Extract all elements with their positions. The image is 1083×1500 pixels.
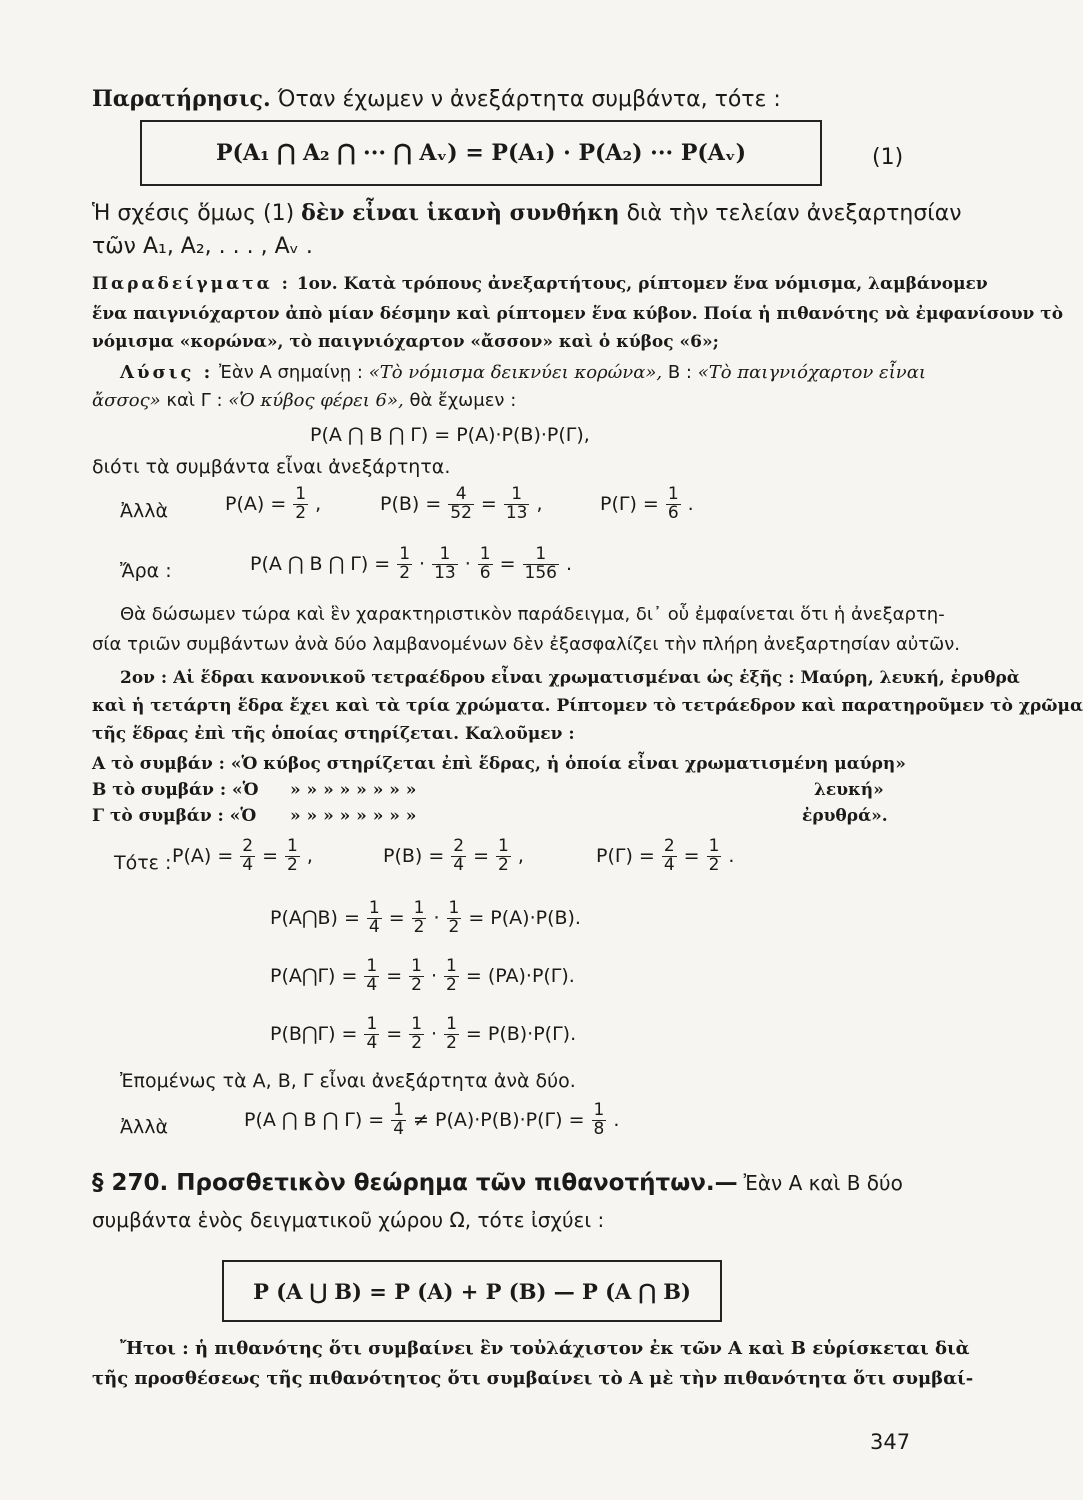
examples-text-1: 1ον. Κατὰ τρόπους ἀνεξαρτήτους, ρίπτομεν ἕνα νόμισμα, λαμβάνομεν — [296, 274, 988, 294]
section-270-text1: Ἐὰν Α καὶ Β δύο — [743, 1171, 903, 1195]
event-b-end: λευκή» — [814, 780, 884, 800]
fraction: $\frac{1}{2}$ — [287, 836, 298, 875]
solution-q1: «Τὸ νόμισμα δεικνύει κορώνα», — [368, 362, 663, 383]
solution-t2: Β : — [667, 362, 692, 383]
fraction: $\frac{1}{2}$ — [448, 898, 460, 937]
examples-line-1 — [92, 274, 988, 294]
fraction: $\frac{1}{2}$ — [446, 956, 457, 995]
observation-heading: Παρατήρησις. — [92, 86, 271, 112]
consequently-line: Ἐπομένως τὰ Α, Β, Γ εἶναι ἀνεξάρτητα ἀνὰ δύο. — [120, 1070, 576, 1092]
observation-line — [92, 86, 781, 112]
closing-text-2: τῆς προσθέσεως τῆς πιθανότητος ὅτι συμβαίνει τὸ Α μὲ τὴν πιθανότητα ὅτι συμβαί- — [92, 1368, 974, 1389]
ex2-prob-ag-label: P(A⋂Γ) = — [270, 965, 358, 988]
fraction: $\frac{2}{4}$ — [663, 836, 675, 875]
ex2-prob-ab-label: P(A⋂B) = — [270, 907, 360, 930]
ex2-prob-g-label: P(Γ) = — [596, 845, 655, 868]
prob-all-eq: P(A ⋂ B ⋂ Γ) = $\frac{1}{2}$ · $\frac{1}{13}$ · $\frac{1}{6}$ = $\frac{1}{156}$ . — [250, 544, 573, 583]
remark-line-2: τῶν A₁, A₂, . . . , Aᵥ . — [92, 234, 313, 259]
remark-line-1 — [92, 200, 962, 226]
ex2-prob-a: P(A) = $\frac{2}{4}$ = $\frac{1}{2}$ , — [172, 836, 313, 875]
fraction: $\frac{1}{4}$ — [368, 898, 380, 937]
event-b: Β τὸ συμβάν : «Ὁ — [92, 780, 259, 800]
solution-q3: «Ὁ κύβος φέρει 6», — [228, 390, 404, 411]
ex2-prob-a-label: P(A) = — [172, 845, 234, 868]
prob-b-label: P(B) = — [380, 493, 442, 516]
ex2-prob-bg-label: P(B⋂Γ) = — [270, 1023, 358, 1046]
solution-because: διότι τὰ συμβάντα εἶναι ἀνεξάρτητα. — [92, 456, 451, 478]
formula-box-2 — [222, 1260, 722, 1322]
remark-text-a: Ἡ σχέσις ὅμως (1) — [92, 201, 295, 226]
closing-text-1: Ἤτοι : ἡ πιθανότης ὅτι συμβαίνει ἓν τοὐλάχιστον ἐκ τῶν Α καὶ Β εὑρίσκεται διὰ — [120, 1338, 970, 1359]
examples-label: Παραδείγματα : — [92, 274, 291, 294]
solution-t3: καὶ Γ : — [166, 390, 223, 411]
fraction: $\frac{1}{2}$ — [411, 1014, 423, 1053]
closing-line-1 — [120, 1338, 970, 1359]
formula-1: P(A₁ ⋂ A₂ ⋂ ··· ⋂ Aᵥ) = P(A₁) · P(A₂) ··· P(Aᵥ) — [215, 140, 747, 166]
section-270-line-2: συμβάντα ἑνὸς δειγματικοῦ χώρου Ω, τότε ἰσχύει : — [92, 1208, 605, 1232]
hence-label: Ἄρα : — [120, 560, 172, 582]
ex2-prob-b-label: P(B) = — [383, 845, 445, 868]
ex2-prob-ab-result: = P(A)·P(B). — [468, 907, 581, 930]
event-g-ditto: » » » » » » » » — [290, 806, 417, 826]
fraction: $\frac{1}{2}$ — [708, 836, 720, 875]
then-label: Τότε : — [114, 852, 172, 874]
solution-equation: P(A ⋂ B ⋂ Γ) = P(A)·P(B)·P(Γ), — [310, 424, 590, 446]
fraction: $\frac{1}{4}$ — [366, 956, 378, 995]
solution-t1: Ἐὰν Α σημαίνῃ : — [219, 362, 363, 383]
ex2-prob-g: P(Γ) = $\frac{2}{4}$ = $\frac{1}{2}$ . — [596, 836, 735, 875]
fraction: $\frac{1}{4}$ — [393, 1100, 405, 1139]
formula-1-number: (1) — [872, 145, 904, 170]
fraction: $\frac{1}{13}$ — [505, 484, 528, 523]
section-270-title: § 270. Προσθετικὸν θεώρημα τῶν πιθανοτήτων.— — [92, 1170, 738, 1196]
example2-line-3: τῆς ἕδρας ἐπὶ τῆς ὁποίας στηρίζεται. Καλοῦμεν : — [92, 724, 575, 744]
solution-q2b: ἄσσος» — [92, 390, 161, 411]
remark-text-c: διὰ τὴν τελείαν ἀνεξαρτησίαν — [626, 201, 962, 226]
fraction: $\frac{1}{2}$ — [295, 484, 307, 523]
ex2-prob-bg: P(B⋂Γ) = $\frac{1}{4}$ = $\frac{1}{2}$ · $\frac{1}{2}$ = P(B)·P(Γ). — [270, 1014, 577, 1053]
fraction: $\frac{1}{2}$ — [446, 1014, 457, 1053]
event-b-ditto: » » » » » » » » — [290, 780, 417, 800]
fraction: $\frac{1}{2}$ — [399, 544, 411, 583]
second-intro-line-1: Θὰ δώσωμεν τώρα καὶ ἓν χαρακτηριστικὸν παράδειγμα, δι᾽ οὗ ἐμφαίνεται ὅτι ἡ ἀνεξαρτη- — [120, 604, 945, 625]
event-g-end: ἐρυθρά». — [802, 806, 888, 826]
page-number: 347 — [870, 1430, 911, 1454]
formula-box-1 — [140, 120, 822, 186]
prob-a-label: P(A) = — [225, 493, 287, 516]
second-intro-line-2: σία τριῶν συμβάντων ἀνὰ δύο λαμβανομένων δὲν ἐξασφαλίζει τὴν πλήρη ἀνεξαρτησίαν αὐτῶν. — [92, 634, 960, 655]
fraction: $\frac{1}{156}$ — [524, 544, 557, 583]
section-270-line-1 — [92, 1170, 903, 1196]
fraction: $\frac{1}{2}$ — [411, 956, 422, 995]
fraction: $\frac{1}{6}$ — [479, 544, 491, 583]
solution-line-1 — [120, 362, 926, 383]
ex2-prob-ab: P(A⋂B) = $\frac{1}{4}$ = $\frac{1}{2}$ · $\frac{1}{2}$ = P(A)·P(B). — [270, 898, 581, 937]
prob-b-eq: P(B) = $\frac{4}{52}$ = $\frac{1}{13}$ , — [380, 484, 543, 523]
but-label-1: Ἀλλὰ — [120, 500, 169, 522]
fraction: $\frac{1}{2}$ — [413, 898, 425, 937]
fraction: $\frac{1}{8}$ — [593, 1100, 605, 1139]
prob-all-label: P(A ⋂ B ⋂ Γ) = — [250, 553, 391, 576]
fraction: $\frac{2}{4}$ — [242, 836, 254, 875]
remark-text-b: δὲν εἶναι ἱκανὴ συνθήκη — [301, 200, 620, 226]
examples-line-3: νόμισμα «κορώνα», τὸ παιγνιόχαρτον «ἄσσον» καὶ ὁ κύβος «6»; — [92, 332, 719, 352]
fraction: $\frac{4}{52}$ — [450, 484, 472, 523]
addition-theorem: P (A ⋃ B) = P (A) + P (B) — P (A ⋂ B) — [253, 1278, 691, 1304]
ex2-prob-b: P(B) = $\frac{2}{4}$ = $\frac{1}{2}$ , — [383, 836, 524, 875]
solution-label: Λύσις : — [120, 362, 214, 383]
examples-line-2: ἕνα παιγνιόχαρτον ἀπὸ μίαν δέσμην καὶ ρίπτομεν ἕνα κύβον. Ποία ἡ πιθανότης νὰ ἐμφανίσουν τὸ — [92, 304, 1064, 324]
closing-line-2 — [92, 1368, 973, 1389]
example2-line-2: καὶ ἡ τετάρτη ἕδρα ἔχει καὶ τὰ τρία χρώματα. Ρίπτομεν τὸ τετράεδρον καὶ παρατηροῦμεν τὸ χρῶμα — [92, 696, 1083, 716]
example2-line-1: 2ον : Αἱ ἕδραι κανονικοῦ τετραέδρου εἶναι χρωματισμέναι ὡς ἑξῆς : Μαύρη, λευκή, ἐρυθρὰ — [120, 668, 1020, 688]
ex2-prob-all-label: P(A ⋂ B ⋂ Γ) = — [244, 1109, 385, 1132]
prob-a-eq: P(A) = $\frac{1}{2}$ , — [225, 484, 322, 523]
solution-q2: «Τὸ παιγνιόχαρτον εἶναι — [697, 362, 926, 383]
solution-line-2 — [92, 390, 516, 411]
ex2-prob-all: P(A ⋂ B ⋂ Γ) = $\frac{1}{4}$ ≠ P(A)·P(B)·P(Γ) = $\frac{1}{8}$ . — [244, 1100, 620, 1139]
fraction: $\frac{1}{4}$ — [366, 1014, 378, 1053]
fraction: $\frac{2}{4}$ — [453, 836, 465, 875]
observation-text: Όταν έχωμεν ν ἀνεξάρτητα συμβάντα, τότε : — [277, 87, 781, 112]
ex2-prob-ag: P(A⋂Γ) = $\frac{1}{4}$ = $\frac{1}{2}$ · $\frac{1}{2}$ = (PA)·P(Γ). — [270, 956, 575, 995]
ex2-prob-all-neq: ≠ P(A)·P(B)·P(Γ) = — [413, 1109, 585, 1132]
prob-g-eq: P(Γ) = $\frac{1}{6}$ . — [600, 484, 694, 523]
but-label-2: Ἀλλὰ — [120, 1116, 169, 1138]
ex2-prob-ag-result: = (PA)·P(Γ). — [465, 965, 575, 988]
fraction: $\frac{1}{2}$ — [498, 836, 509, 875]
fraction: $\frac{1}{13}$ — [434, 544, 456, 583]
ex2-prob-bg-result: = P(B)·P(Γ). — [465, 1023, 577, 1046]
prob-g-label: P(Γ) = — [600, 493, 659, 516]
fraction: $\frac{1}{6}$ — [667, 484, 679, 523]
event-g: Γ τὸ συμβάν : «Ὁ — [92, 806, 257, 826]
solution-t4: θὰ ἔχωμεν : — [409, 390, 517, 411]
event-a: Α τὸ συμβάν : «Ὁ κύβος στηρίζεται ἐπὶ ἕδρας, ἡ ὁποία εἶναι χρωματισμένη μαύρη» — [92, 754, 906, 774]
